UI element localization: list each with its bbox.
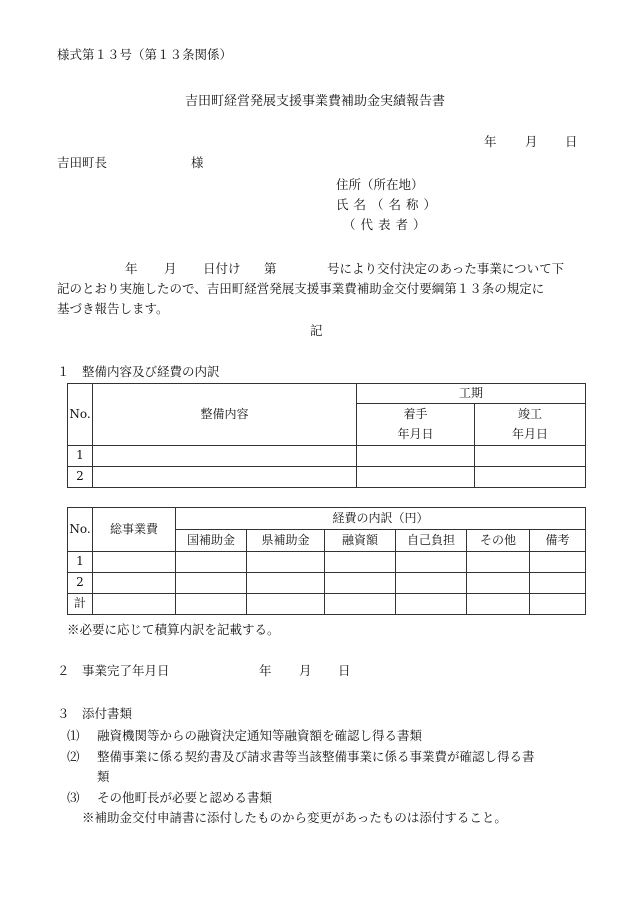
representative-label: （代表者）: [343, 217, 431, 232]
cost-col-self-burden: 自己負担: [396, 530, 467, 552]
section3-note: ※補助金交付申請書に添付したものから変更があったものは添付すること。: [82, 810, 507, 825]
cost-col-remarks: 備考: [530, 530, 586, 552]
date-day-label: 日: [565, 134, 578, 149]
table-row: [68, 573, 586, 594]
document-title: 吉田町経営発展支援事業費補助金実績報告書: [184, 94, 445, 109]
work-col-content: 整備内容: [93, 384, 357, 446]
table-row: [68, 446, 586, 467]
intro-line3: 基づき報告します。: [57, 301, 169, 316]
row-number: 2: [68, 467, 93, 488]
addressee-honorific: 様: [191, 155, 204, 170]
cost-col-other: その他: [467, 530, 530, 552]
attachment-text: 融資機関等からの融資決定通知等融資額を確認し得る書類: [97, 728, 423, 743]
work-col-end: 竣工: [475, 404, 586, 425]
addressee-name: 吉田町長: [57, 155, 108, 170]
table-row: [68, 552, 586, 573]
cost-table: [67, 507, 586, 615]
cost-col-loan: 融資額: [325, 530, 396, 552]
form-number: 様式第１３号（第１３条関係）: [57, 47, 233, 62]
completion-year-label: 年: [259, 663, 272, 678]
intro-line1-rest: 号により交付決定のあった事業について下: [327, 261, 565, 276]
completion-month-label: 月: [299, 663, 312, 678]
attachment-text: その他町長が必要と認める書類: [97, 790, 273, 805]
row-number: 2: [68, 573, 93, 594]
attachment-text-continued: 類: [97, 769, 110, 784]
address-label: 住所（所在地）: [336, 177, 424, 192]
work-end-cell: [475, 446, 586, 467]
name-label: 氏名（名称）: [336, 197, 442, 212]
date-year-label: 年: [484, 134, 497, 149]
attachment-number: ⑶: [67, 790, 80, 805]
work-end-cell: [475, 467, 586, 488]
cost-col-national-subsidy: 国補助金: [176, 530, 247, 552]
intro-month: 月: [164, 261, 177, 276]
ki-mark: 記: [310, 323, 323, 338]
row-number: 1: [68, 552, 93, 573]
table-row: [68, 594, 586, 615]
work-col-period: 工期: [357, 384, 586, 404]
section1-heading: １ 整備内容及び経費の内訳: [57, 364, 220, 379]
intro-dai: 第: [264, 261, 277, 276]
cost-col-no: No.: [68, 508, 93, 552]
work-start-cell: [357, 446, 475, 467]
attachment-text: 整備事業に係る契約書及び請求書等当該整備事業に係る事業費が確認し得る書: [97, 749, 535, 764]
attachment-number: ⑵: [67, 749, 80, 764]
work-content-cell: [93, 446, 357, 467]
intro-line2: 記のとおり実施したので、吉田町経営発展支援事業費補助金交付要綱第１３条の規定に: [57, 281, 545, 296]
date-month-label: 月: [525, 134, 538, 149]
row-number: 1: [68, 446, 93, 467]
work-table: [67, 383, 586, 488]
work-start-cell: [357, 467, 475, 488]
section1-note: ※必要に応じて積算内訳を記載する。: [67, 622, 280, 637]
attachment-number: ⑴: [67, 728, 80, 743]
intro-year: 年: [125, 261, 138, 276]
intro-dated: 日付け: [203, 261, 241, 276]
section2-heading: ２ 事業完了年月日: [57, 663, 170, 678]
work-start-date-label: 年月日: [357, 425, 475, 446]
cost-col-prefecture-subsidy: 県補助金: [247, 530, 325, 552]
work-col-no: No.: [68, 384, 93, 446]
work-end-date-label: 年月日: [475, 425, 586, 446]
cost-col-total: 総事業費: [93, 508, 176, 552]
work-content-cell: [93, 467, 357, 488]
row-total-label: 計: [68, 594, 93, 615]
completion-day-label: 日: [338, 663, 351, 678]
section3-heading: ３ 添付書類: [57, 706, 133, 721]
work-col-start: 着手: [357, 404, 475, 425]
table-row: [68, 467, 586, 488]
cost-col-breakdown: 経費の内訳（円）: [176, 508, 586, 530]
